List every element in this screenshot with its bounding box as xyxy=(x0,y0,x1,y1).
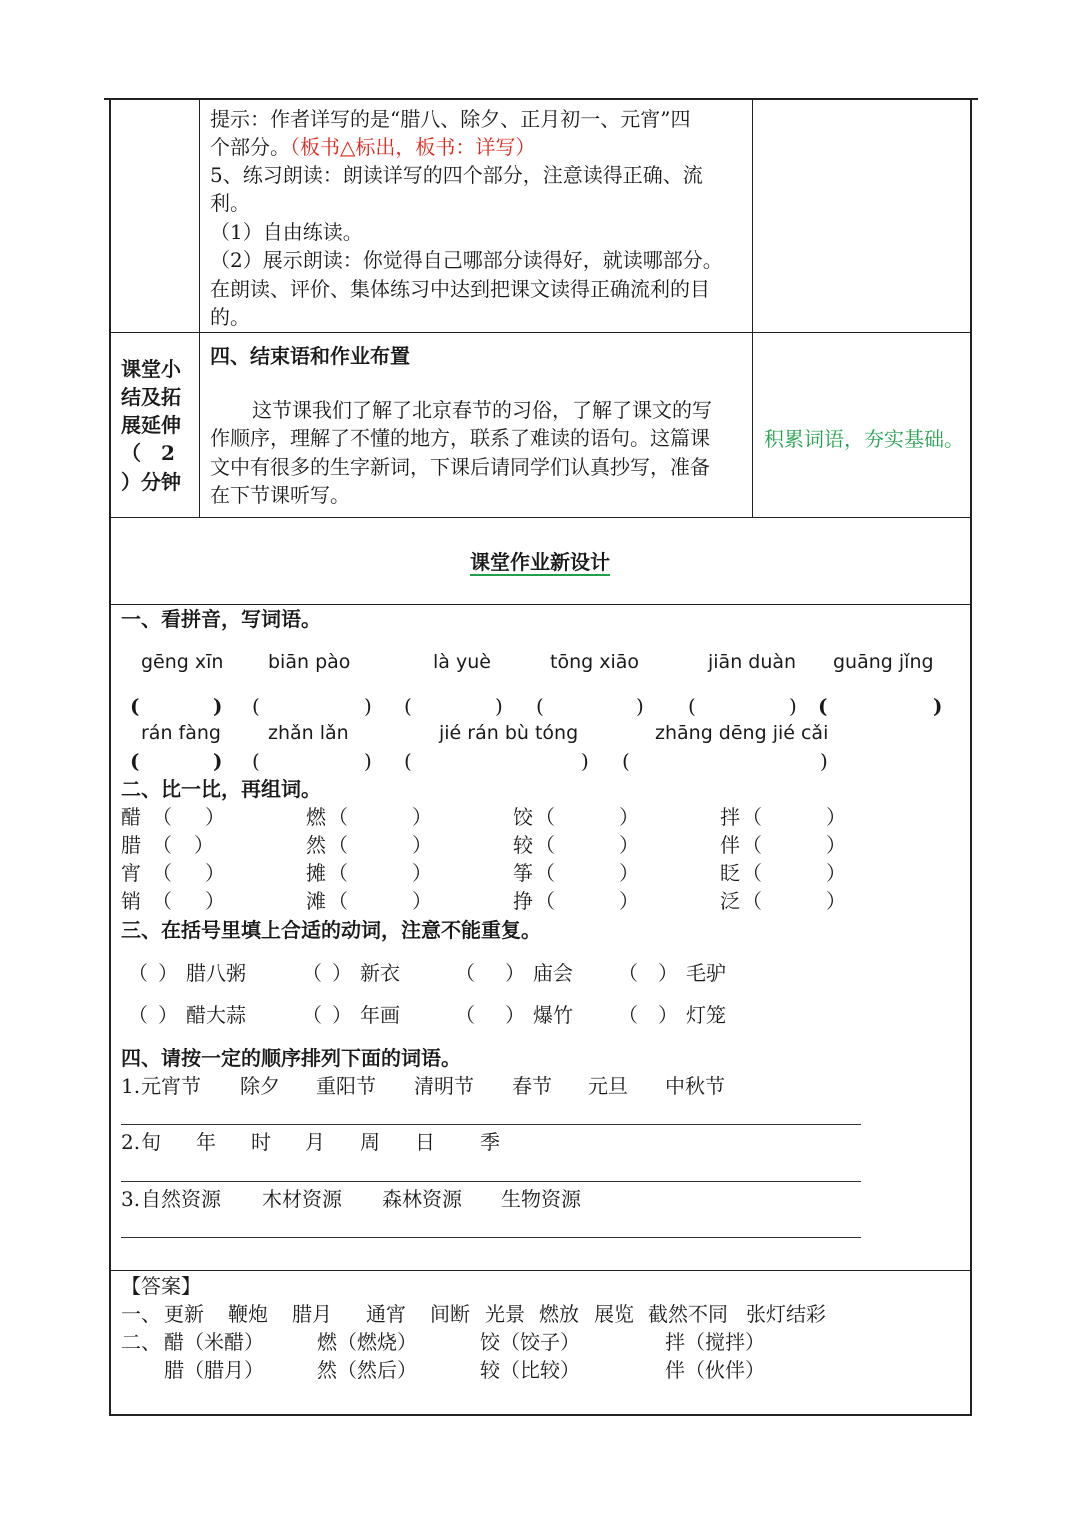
answer-word: 燃放 xyxy=(539,1302,579,1326)
answer-line[interactable] xyxy=(121,1124,861,1125)
pinyin: jié rán bù tóng xyxy=(439,722,579,744)
word: 年 xyxy=(196,1130,216,1154)
char: 醋 xyxy=(121,805,141,829)
answer-word: 燃（燃烧） xyxy=(317,1330,417,1354)
word: 元旦 xyxy=(588,1074,628,1098)
phrase: 新衣 xyxy=(360,961,400,985)
answer-word: 截然不同 xyxy=(648,1302,728,1326)
word: 除夕 xyxy=(240,1074,280,1098)
answer-line[interactable] xyxy=(121,1181,861,1182)
char: 燃 xyxy=(306,805,326,829)
text-line: （2）展示朗读：你觉得自己哪部分读得好，就读哪部分。 xyxy=(210,248,723,272)
row-divider-4 xyxy=(109,1270,972,1271)
word: 森林资源 xyxy=(382,1187,462,1211)
word: 自然资源 xyxy=(141,1187,221,1211)
text-line: 个部分。（板书△标出，板书：详写） xyxy=(210,135,536,159)
side-note: 积累词语，夯实基础。 xyxy=(764,427,964,451)
answers-heading: 【答案】 xyxy=(121,1274,201,1298)
answer-word: 更新 xyxy=(164,1302,204,1326)
text-line: 提示：作者详写的是“腊八、除夕、正月初一、元宵”四 xyxy=(210,107,691,131)
phrase: 庙会 xyxy=(533,961,573,985)
label-line: （ 2 xyxy=(121,441,175,465)
row-divider-1 xyxy=(109,332,972,333)
answer-word: 伴（伙伴） xyxy=(665,1358,765,1382)
char: 伴 xyxy=(720,833,740,857)
phrase: 醋大蒜 xyxy=(186,1003,246,1027)
word: 时 xyxy=(251,1130,271,1154)
char: 然 xyxy=(306,833,326,857)
answer-word: 展览 xyxy=(594,1302,634,1326)
char: 摊 xyxy=(306,861,326,885)
pinyin: guāng jǐng xyxy=(833,651,934,673)
answer-word: 饺（饺子） xyxy=(480,1330,580,1354)
pinyin: zhǎn lǎn xyxy=(268,722,349,744)
homework-title: 课堂作业新设计 xyxy=(470,550,610,574)
text-line: 在朗读、评价、集体练习中达到把课文读得正确流利的目 xyxy=(210,277,710,301)
word: 旬 xyxy=(141,1130,161,1154)
char: 泛 xyxy=(720,889,740,913)
text-line: 这节课我们了解了北京春节的习俗，了解了课文的写 xyxy=(252,398,712,422)
phrase: 毛驴 xyxy=(686,961,726,985)
char: 腊 xyxy=(121,833,141,857)
section-heading: 四、结束语和作业布置 xyxy=(210,344,410,368)
answer-word: 腊（腊月） xyxy=(164,1358,264,1382)
char: 眨 xyxy=(720,861,740,885)
text-line: 作顺序，理解了不懂的地方，联系了难读的语句。这篇课 xyxy=(210,426,710,450)
answer-word: 腊月 xyxy=(292,1302,332,1326)
phrase: 年画 xyxy=(360,1003,400,1027)
word: 中秋节 xyxy=(665,1074,725,1098)
answer-word: 然（然后） xyxy=(317,1358,417,1382)
table-right-border xyxy=(970,98,972,1416)
pinyin: biān pào xyxy=(268,651,351,673)
phrase: 灯笼 xyxy=(686,1003,726,1027)
char: 筝 xyxy=(513,861,533,885)
phrase: 爆竹 xyxy=(533,1003,573,1027)
top-rule xyxy=(104,98,978,100)
word: 季 xyxy=(480,1130,500,1154)
row-divider-2 xyxy=(109,517,972,518)
answer-word: 通宵 xyxy=(366,1302,406,1326)
word: 元宵节 xyxy=(141,1074,201,1098)
section4-heading: 四、请按一定的顺序排列下面的词语。 xyxy=(121,1046,461,1070)
answer-word: 醋（米醋） xyxy=(164,1330,264,1354)
answer-word: 较（比较） xyxy=(480,1358,580,1382)
answer-word: 张灯结彩 xyxy=(746,1302,826,1326)
answer-word: 鞭炮 xyxy=(228,1302,268,1326)
word: 日 xyxy=(415,1130,435,1154)
phrase: 腊八粥 xyxy=(186,961,246,985)
pinyin: zhāng dēng jié cǎi xyxy=(655,722,829,744)
word: 木材资源 xyxy=(262,1187,342,1211)
section1-heading: 一、看拼音，写词语。 xyxy=(121,607,321,631)
word: 月 xyxy=(305,1130,325,1154)
text-line: 利。 xyxy=(210,191,250,215)
table-left-border xyxy=(109,98,111,1416)
char: 销 xyxy=(121,889,141,913)
char: 挣 xyxy=(513,889,533,913)
label-line: 展延伸 xyxy=(121,413,181,437)
text-line: 在下节课听写。 xyxy=(210,483,350,507)
section2-heading: 二、比一比，再组词。 xyxy=(121,777,321,801)
label-line: ）分钟 xyxy=(121,470,181,494)
char: 滩 xyxy=(306,889,326,913)
label-line: 课堂小 xyxy=(121,357,181,381)
answer-word: 光景 xyxy=(485,1302,525,1326)
word: 清明节 xyxy=(414,1074,474,1098)
text-line: 的。 xyxy=(210,305,250,329)
char: 拌 xyxy=(720,805,740,829)
answer-word: 间断 xyxy=(430,1302,470,1326)
answer-line[interactable] xyxy=(121,1237,861,1238)
board-note: （板书△标出，板书：详写） xyxy=(290,135,536,159)
pinyin: tōng xiāo xyxy=(550,651,640,673)
char: 宵 xyxy=(121,861,141,885)
pinyin: gēng xīn xyxy=(141,651,224,673)
pinyin: là yuè xyxy=(433,651,491,673)
word: 重阳节 xyxy=(316,1074,376,1098)
section3-heading: 三、在括号里填上合适的动词，注意不能重复。 xyxy=(121,918,541,942)
table-bottom-border xyxy=(109,1414,972,1416)
label-line: 结及拓 xyxy=(121,385,181,409)
text-line: 5、练习朗读：朗读详写的四个部分，注意读得正确、流 xyxy=(210,163,703,187)
answer-word: 拌（搅拌） xyxy=(665,1330,765,1354)
text-line: （1）自由练读。 xyxy=(210,220,363,244)
word: 周 xyxy=(360,1130,380,1154)
word: 生物资源 xyxy=(501,1187,581,1211)
col-divider-2 xyxy=(752,98,753,518)
char: 饺 xyxy=(513,805,533,829)
pinyin: rán fàng xyxy=(141,722,221,744)
text-line: 文中有很多的生字新词，下课后请同学们认真抄写，准备 xyxy=(210,455,710,479)
word: 春节 xyxy=(512,1074,552,1098)
col-divider-1 xyxy=(199,98,200,518)
pinyin: jiān duàn xyxy=(708,651,797,673)
char: 较 xyxy=(513,833,533,857)
